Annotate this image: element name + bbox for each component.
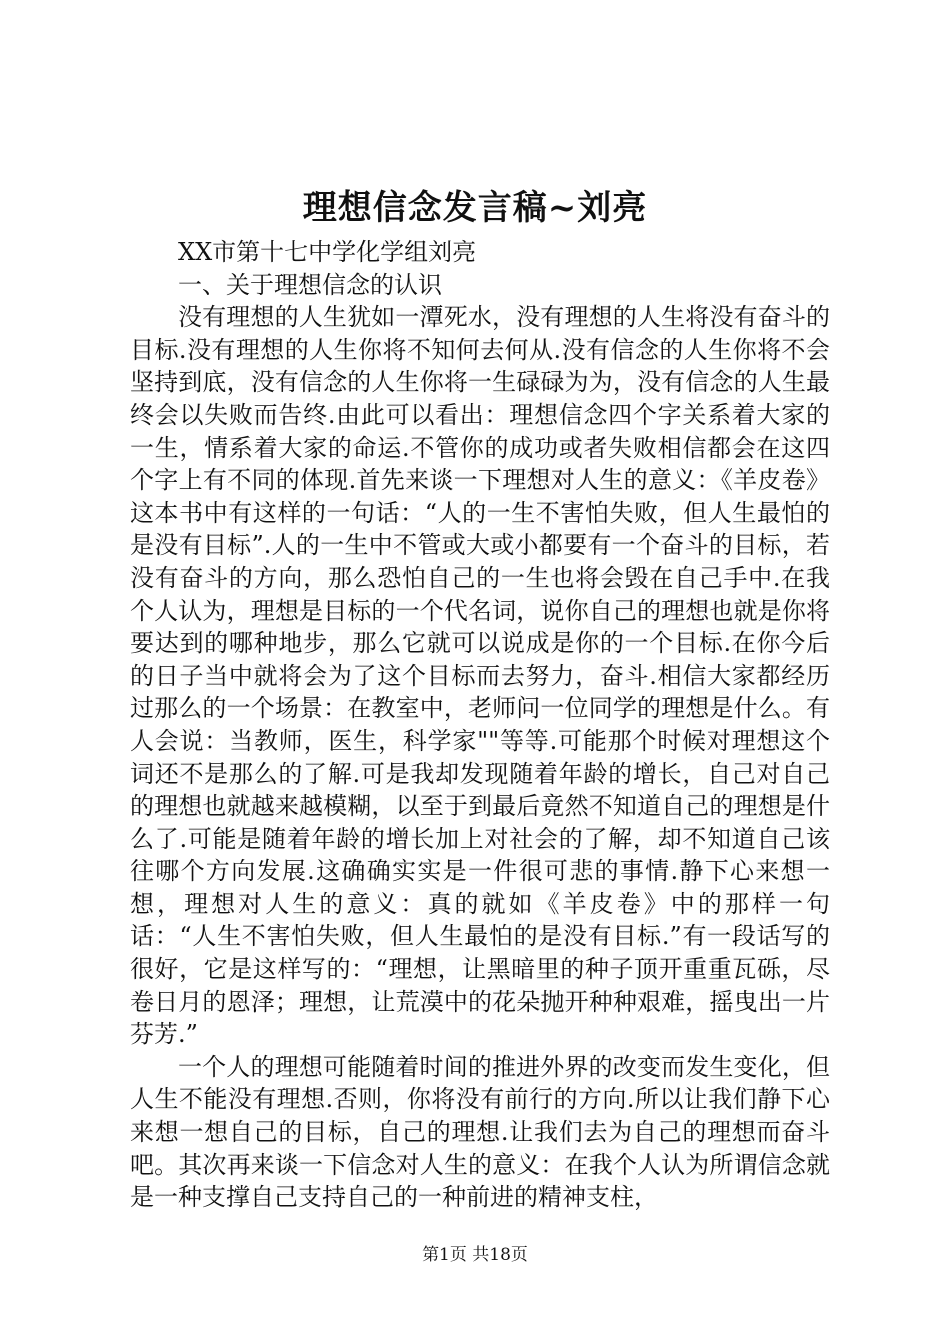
document-title: 理想信念发言稿~刘亮 — [302, 188, 648, 228]
document-body — [130, 236, 830, 1214]
author-line: XX市第十七中学化学组刘亮 — [178, 238, 477, 266]
paragraph: 没有理想的人生犹如一潭死水，没有理想的人生将没有奋斗的目标.没有理想的人生你将不知何去何从.没有信念的人生你将不会坚持到底，没有信念的人生你将一生碌碌为为，没有信念的人生最终会以失败而告终.由此可以看出：理想信念四个字关系着大家的一生，情系着大家的命运.不管你的成功或者失败相信都会在这四个字上有不同的体现.首先来谈一下理想对人生的意义：《羊皮卷》这本书中有这样的一句话：“人的一生不害怕失败，但人生最怕的是没有目标”.人的一生中不管或大或小都要有一个奋斗的目标，若没有奋斗的方向，那么恐怕自己的一生也将会毁在自己手中.在我个人认为，理想是目标的一个代名词，说你自己的理想也就是你将要达到的哪种地步，那么它就可以说成是你的一个目标.在你今后的日子当中就将会为了这个目标而去努力，奋斗.相信大家都经历过那么的一个场景：在教室中，老师问一位同学的理想是什么。有人会说：当教师，医生，科学家""等等.可能那个时候对理想这个词还不是那么的了解.可是我却发现随着年龄的增长，自己对自己的理想也就越来越模糊，以至于到最后竟然不知道自己的理想是什么了.可能是随着年龄的增长加上对社会的了解，却不知道自己该往哪个方向发展.这确确实实是一件很可悲的事情.静下心来想一想，理想对人生的意义：真的就如《羊皮卷》中的那样一句话：“人生不害怕失败，但人生最怕的是没有目标.”有一段话写的很好，它是这样写的：“理想，让黑暗里的种子顶开重重瓦砾，尽卷日月的恩泽；理想，让荒漠中的花朵抛开种种艰难，摇曳出一片芬芳.” — [130, 303, 830, 1049]
section-heading: 一、关于理想信念的认识 — [178, 270, 442, 299]
page-footer: 第1页 共18页 — [422, 1245, 528, 1265]
paragraph: 一个人的理想可能随着时间的推进外界的改变而发生变化，但人生不能没有理想.否则，你将没有前行的方向.所以让我们静下心来想一想自己的目标，自己的理想.让我们去为自己的理想而奋斗吧。其次再来谈一下信念对人生的意义：在我个人认为所谓信念就是一种支撑自己支持自己的一种前进的精神支柱， — [130, 1052, 830, 1212]
